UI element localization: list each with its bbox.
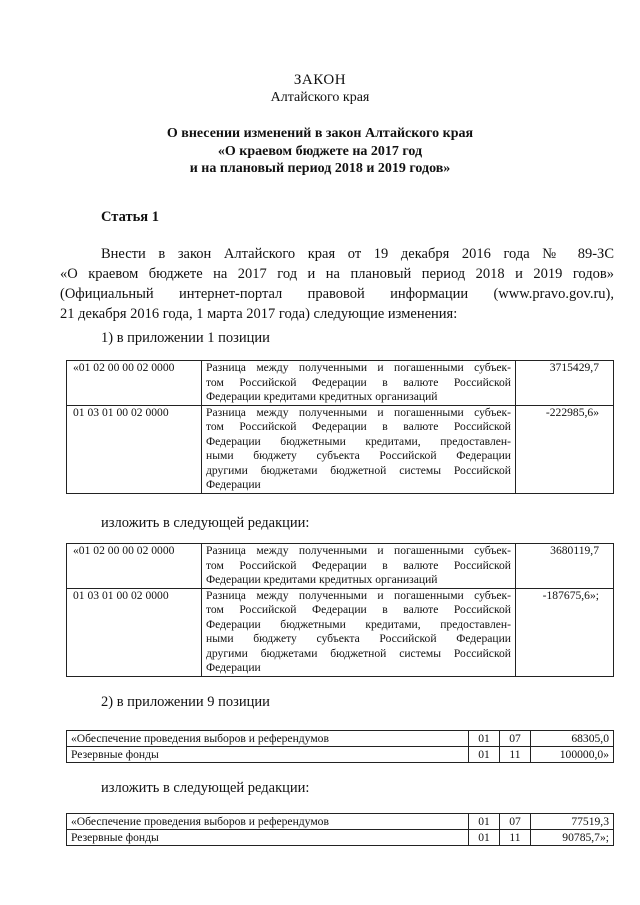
appendix-1-old-table: [66, 360, 614, 494]
budget-code-cell: «01 02 00 00 02 0000: [67, 361, 202, 406]
table-row: [67, 830, 614, 846]
table-row: [67, 361, 614, 406]
amount-cell: 90785,7»;: [531, 830, 614, 846]
description-cell: [202, 405, 516, 493]
restate-1-label: изложить в следующей редакции:: [101, 515, 310, 531]
law-title-line-1: О внесении изменений в закон Алтайского края: [166, 126, 474, 141]
restate-2-label: изложить в следующей редакции:: [101, 780, 310, 796]
amount-cell: -222985,6»: [516, 405, 614, 493]
description-cell: [202, 588, 516, 676]
item-1-label: 1) в приложении 1 позиции: [101, 330, 270, 346]
budget-code-cell: 01 03 01 00 02 0000: [67, 405, 202, 493]
description-line: Федерации бюджетными кредитами, предоставлен-: [206, 434, 511, 448]
expense-name-cell: «Обеспечение проведения выборов и референдумов: [67, 814, 469, 830]
description-line: Разница между полученными и погашенными субъек-: [206, 588, 511, 602]
description-line: Федерации: [206, 661, 261, 674]
article-heading: Статья 1: [101, 209, 159, 225]
table-row: [67, 405, 614, 493]
table-row: [67, 588, 614, 676]
amount-cell: 100000,0»: [531, 747, 614, 763]
subsection-code-cell: 07: [500, 731, 531, 747]
section-code-cell: 01: [469, 731, 500, 747]
intro-line: Внести в закон Алтайского края от 19 декабря 2016 года № 89-ЗС: [101, 246, 614, 262]
article-intro: [60, 244, 614, 324]
description-line: том Российской Федерации в валюте Российской: [206, 375, 511, 389]
description-line: том Российской Федерации в валюте Российской: [206, 420, 511, 433]
appendix-9-old-table: [66, 730, 614, 763]
table-row: [67, 731, 614, 747]
intro-line: «О краевом бюджете на 2017 год и на плановый период 2018 и 2019 годов»: [60, 266, 614, 282]
description-line: Федерации кредитами кредитных организаций: [206, 390, 438, 403]
amount-cell: 77519,3: [531, 814, 614, 830]
amount-cell: -187675,6»;: [516, 588, 614, 676]
description-line: ными бюджету субъекта Российской Федерации: [206, 449, 511, 462]
item-2-label: 2) в приложении 9 позиции: [101, 694, 270, 710]
subsection-code-cell: 11: [500, 830, 531, 846]
law-label: ЗАКОН: [293, 72, 347, 88]
section-code-cell: 01: [469, 830, 500, 846]
description-line: ными бюджету субъекта Российской Федерации: [206, 632, 511, 645]
subsection-code-cell: 11: [500, 747, 531, 763]
appendix-9-new-table: [66, 813, 614, 846]
intro-line: (Официальный интернет-портал правовой информации (www.pravo.gov.ru),: [60, 286, 614, 302]
description-line: Федерации бюджетными кредитами, предоставлен-: [206, 617, 511, 631]
table-row: [67, 814, 614, 830]
description-line: Разница между полученными и погашенными субъек-: [206, 405, 511, 419]
region-label: Алтайского края: [270, 90, 370, 105]
expense-name-cell: Резервные фонды: [67, 830, 469, 846]
expense-name-cell: «Обеспечение проведения выборов и референдумов: [67, 731, 469, 747]
law-title-line-2: «О краевом бюджете на 2017 год: [217, 144, 423, 159]
table-row: [67, 544, 614, 589]
description-line: Федерации: [206, 478, 261, 491]
subsection-code-cell: 07: [500, 814, 531, 830]
description-line: Разница между полученными и погашенными субъек-: [206, 361, 511, 374]
section-code-cell: 01: [469, 747, 500, 763]
appendix-1-new-table: [66, 543, 614, 677]
description-line: том Российской Федерации в валюте Российской: [206, 603, 511, 616]
budget-code-cell: 01 03 01 00 02 0000: [67, 588, 202, 676]
description-line: другими бюджетами бюджетной системы Российской: [206, 646, 511, 660]
description-line: Федерации кредитами кредитных организаций: [206, 573, 438, 586]
section-code-cell: 01: [469, 814, 500, 830]
intro-line: 21 декабря 2016 года, 1 марта 2017 года) следующие изменения:: [60, 306, 458, 322]
expense-name-cell: Резервные фонды: [67, 747, 469, 763]
table-row: [67, 747, 614, 763]
amount-cell: 68305,0: [531, 731, 614, 747]
amount-cell: 3715429,7: [516, 361, 614, 406]
description-line: Разница между полученными и погашенными субъек-: [206, 544, 511, 557]
description-line: другими бюджетами бюджетной системы Российской: [206, 463, 511, 477]
description-line: том Российской Федерации в валюте Российской: [206, 558, 511, 572]
law-title-line-3: и на плановый период 2018 и 2019 годов»: [189, 161, 451, 176]
description-cell: [202, 544, 516, 589]
budget-code-cell: «01 02 00 00 02 0000: [67, 544, 202, 589]
amount-cell: 3680119,7: [516, 544, 614, 589]
description-cell: [202, 361, 516, 406]
